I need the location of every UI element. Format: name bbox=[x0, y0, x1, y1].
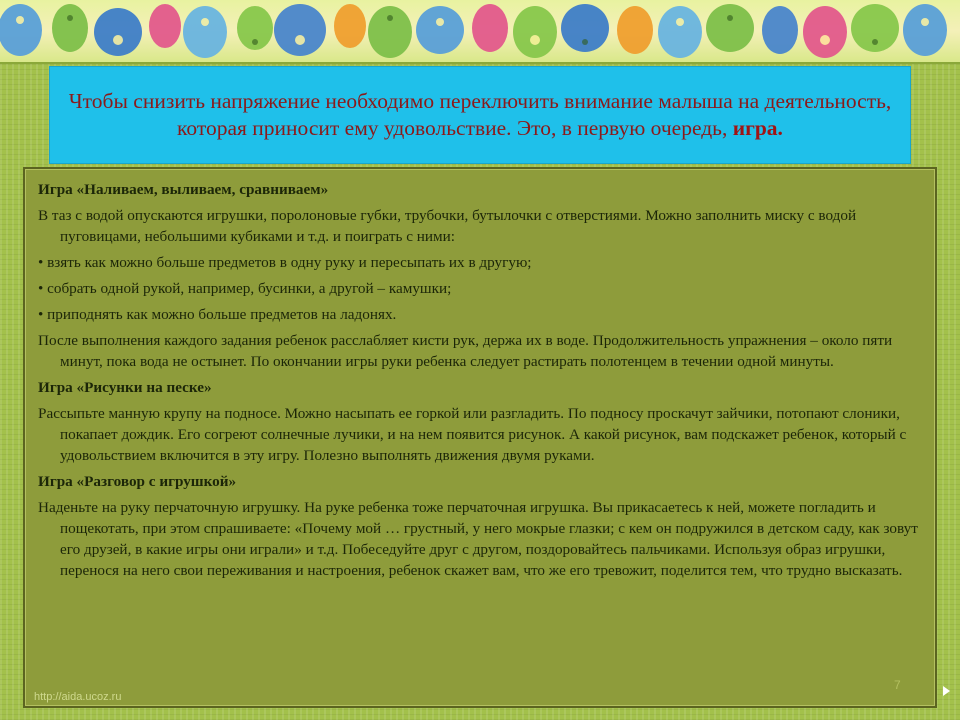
source-url: http://aida.ucoz.ru bbox=[34, 691, 122, 703]
content-panel bbox=[23, 167, 937, 708]
intro-text bbox=[64, 88, 896, 142]
game-1-step-2: • собрать одной рукой, например, бусинки, а другой – камушки; bbox=[38, 280, 452, 297]
intro-text-bold: игра. bbox=[732, 116, 783, 140]
game-1-title: Игра «Наливаем, выливаем, сравниваем» bbox=[38, 181, 329, 198]
game-2-description: Рассыпьте манную крупу на подносе. Можно насыпать ее горкой или разгладить. По подносу проскачут зайчики, потопают слоники, покапает дождик. Его согреют солнечные лучики, и на нем появится рисунок. А какой рисунок, вам подскажет ребенок, который с удовольствием включится в эту игру. Полезно выполнять движения двумя руками. bbox=[38, 405, 907, 464]
intro-banner bbox=[49, 66, 911, 164]
game-2-title: Игра «Рисунки на песке» bbox=[38, 379, 212, 396]
game-1-step-1: • взять как можно больше предметов в одну руку и пересыпать их в другую; bbox=[38, 254, 532, 271]
page-number: 7 bbox=[894, 678, 901, 692]
decorative-top-border bbox=[0, 0, 960, 64]
next-arrow-icon bbox=[943, 686, 950, 696]
game-1-description: В таз с водой опускаются игрушки, поролоновые губки, трубочки, бутылочки с отверстиями. Можно заполнить миску с водой пуговицами, небольшими кубиками и т.д. и поиграть с ними: bbox=[38, 207, 857, 245]
intro-text-main: Чтобы снизить напряжение необходимо переключить внимание малыша на деятельность, которая приносит ему удовольствие. Это, в первую очередь, bbox=[68, 89, 892, 140]
game-3-title: Игра «Разговор с игрушкой» bbox=[38, 473, 237, 490]
game-1-conclusion: После выполнения каждого задания ребенок расслабляет кисти рук, держа их в воде. Продолжительность упражнения – около пяти минут, пока вода не остынет. По окончании игры руки ребенка следует растирать полотенцем в течении одной минуты. bbox=[38, 332, 893, 370]
decorative-pattern bbox=[0, 0, 960, 62]
game-3-description: Наденьте на руку перчаточную игрушку. На руке ребенка тоже перчаточная игрушка. Вы прикасаетесь к ней, можете погладить и пощекотать, при этом спрашиваете: «Почему мой … грустный, у него мокрые глазки; с кем он подружился в детском саду, как зовут его друзей, в какие игры они играли» и т.д. Побеседуйте друг с другом, поздоровайтесь пальчиками. Используя образ игрушки, перенося на него свои переживания и настроения, ребенок скажет вам, что же его тревожит, поделится тем, что трудно высказать. bbox=[38, 499, 918, 579]
game-1-step-3: • приподнять как можно больше предметов на ладонях. bbox=[38, 306, 397, 323]
